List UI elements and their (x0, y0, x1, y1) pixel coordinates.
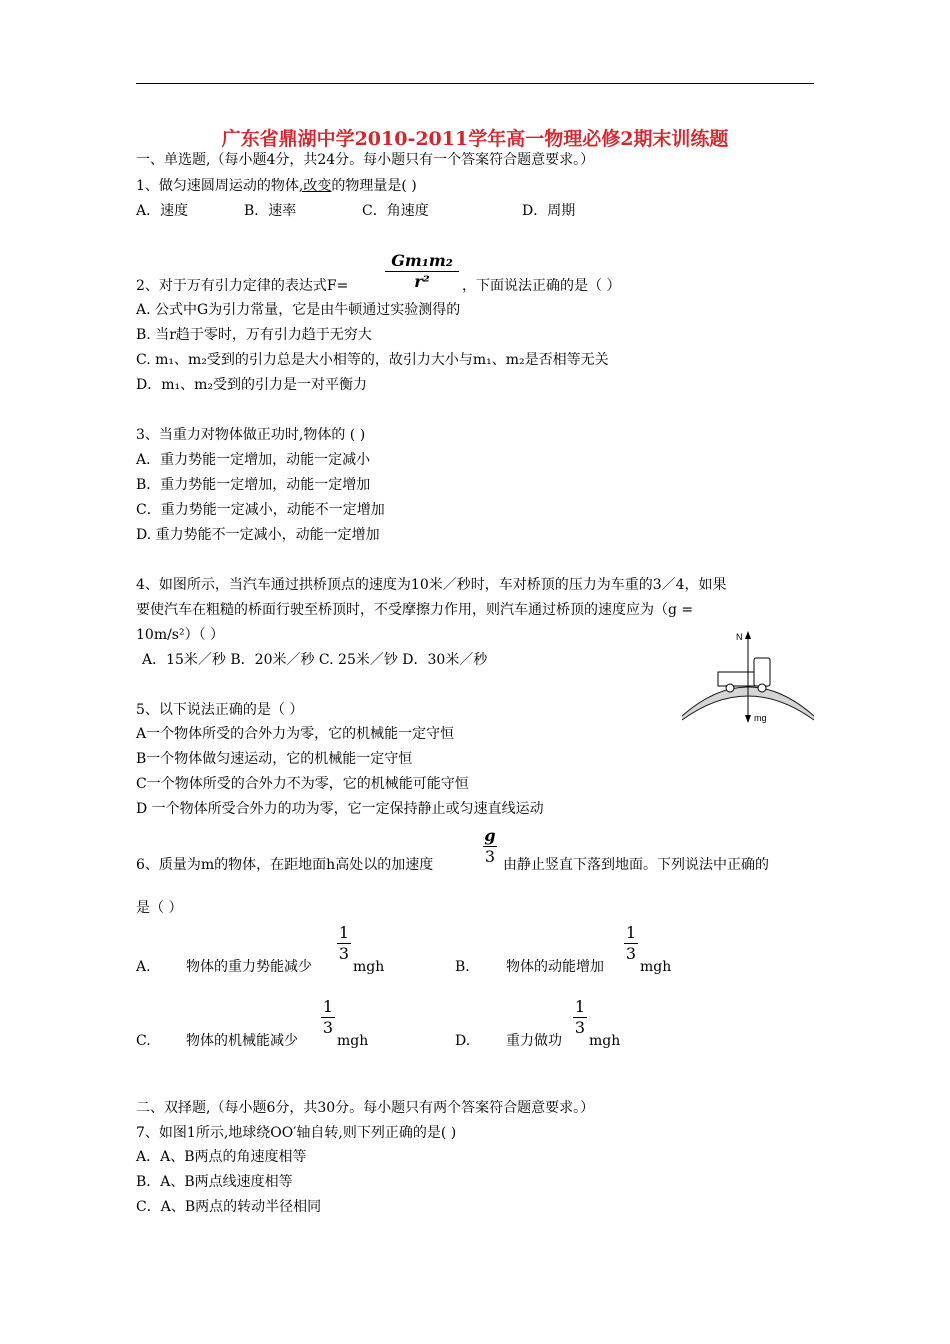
question-2-option-a: A. 公式中G为引力常量，它是由牛顿通过实验测得的 (136, 302, 461, 318)
bridge-truck-figure (678, 628, 818, 726)
fraction-one-third-d: 1 3 (574, 997, 586, 1037)
question-6-option-d-text: 重力做功 (506, 1033, 562, 1049)
question-6-option-d-label: D. (455, 1033, 471, 1049)
question-6-option-b-text: 物体的动能增加 (506, 959, 604, 975)
gravitation-formula: Gm₁m₂ r² (385, 252, 459, 291)
question-6-option-d-mgh: mgh (589, 1033, 621, 1049)
section-one-heading: 一、单选题,（每小题4分，共24分。每小题只有一个答案符合题意要求。） (136, 152, 595, 168)
question-2-option-c: C. m₁、m₂受到的引力总是大小相等的，故引力大小与m₁、m₂是否相等无关 (136, 352, 609, 368)
question-6-option-b-mgh: mgh (640, 959, 672, 975)
fraction-one-third-b: 1 3 (625, 923, 637, 963)
question-7-option-b: B．A、B两点线速度相等 (136, 1174, 293, 1190)
question-6-stem-end: 由静止竖直下落到地面。下列说法中正确的 (503, 857, 769, 873)
question-3-option-b: B．重力势能一定增加，动能一定增加 (136, 477, 371, 493)
question-2-stem-end: ，下面说法正确的是（ ） (462, 278, 621, 294)
question-3-option-d: D. 重力势能不一定减小，动能一定增加 (136, 527, 380, 543)
question-5-option-d: D 一个物体所受合外力的功为零，它一定保持静止或匀速直线运动 (136, 801, 544, 817)
question-5-option-a: A一个物体所受的合外力为零，它的机械能一定守恒 (136, 726, 455, 742)
question-6-option-b-label: B. (455, 959, 470, 975)
question-1-option-c: C．角速度 (362, 203, 429, 219)
question-6-option-c-mgh: mgh (337, 1033, 369, 1049)
question-6-option-a-text: 物体的重力势能减少 (186, 959, 312, 975)
question-6-option-a-label: A. (136, 959, 151, 975)
normal-force-label: N (736, 632, 743, 642)
question-7-option-c: C．A、B两点的转动半径相同 (136, 1199, 322, 1215)
truck-cab (754, 658, 770, 686)
question-3-stem: 3、当重力对物体做正功时,物体的 ( ) (136, 427, 366, 443)
question-2-option-d: D．m₁、m₂受到的引力是一对平衡力 (136, 377, 367, 393)
fraction-one-third-a: 1 3 (338, 923, 350, 963)
question-6-option-c-label: C. (136, 1033, 151, 1049)
weight-label: mg (754, 713, 767, 723)
question-6-stem-tail: 是（ ） (136, 900, 183, 916)
question-7-option-a: A．A、B两点的角速度相等 (136, 1149, 307, 1165)
question-3-option-a: A．重力势能一定增加，动能一定减小 (136, 452, 371, 468)
question-6-option-c-text: 物体的机械能减少 (186, 1033, 298, 1049)
page-title: 广东省鼎湖中学2010-2011学年高一物理必修2期末训练题 (221, 128, 729, 150)
section-two-heading: 二、双择题,（每小题6分，共30分。每小题只有两个答案符合题意要求。） (136, 1100, 595, 1116)
question-6-option-a-mgh: mgh (353, 959, 385, 975)
question-6-stem-start: 6、质量为m的物体，在距地面h高处以的加速度 (136, 857, 434, 873)
question-1-option-d: D．周期 (522, 203, 576, 219)
question-1-stem: 1、做匀速圆周运动的物体,改变的物理量是( ) (136, 178, 417, 194)
fraction-one-third-c: 1 3 (322, 997, 334, 1037)
question-4-line-1: 4、如图所示，当汽车通过拱桥顶点的速度为10米／秒时，车对桥顶的压力为车重的3／4，如果 (136, 577, 727, 593)
header-rule (136, 83, 814, 84)
question-5-stem: 5、以下说法正确的是（ ） (136, 702, 304, 718)
fraction-g-over-3: g 3 (484, 826, 496, 866)
question-2-option-b: B. 当r趋于零时，万有引力趋于无穷大 (136, 327, 372, 343)
question-4-options: A．15米／秒 B．20米／秒 C. 25米／钞 D．30米／秒 (142, 652, 488, 668)
question-3-option-c: C．重力势能一定减小，动能不一定增加 (136, 502, 385, 518)
question-4-line-2: 要使汽车在粗糙的桥面行驶至桥顶时，不受摩擦力作用，则汽车通过桥顶的速度应为（g = (136, 602, 694, 618)
question-5-option-b: B一个物体做匀速运动，它的机械能一定守恒 (136, 751, 413, 767)
question-1-option-a: A．速度 (136, 203, 189, 219)
question-2-stem-start: 2、对于万有引力定律的表达式F= (136, 278, 349, 294)
question-1-option-b: B．速率 (244, 203, 297, 219)
question-7-stem: 7、如图1所示,地球绕OO′轴自转,则下列正确的是( ) (136, 1125, 457, 1141)
question-5-option-c: C一个物体所受的合外力不为零，它的机械能可能守恒 (136, 776, 469, 792)
question-4-line-3: 10m/s²）（ ） (136, 627, 225, 643)
